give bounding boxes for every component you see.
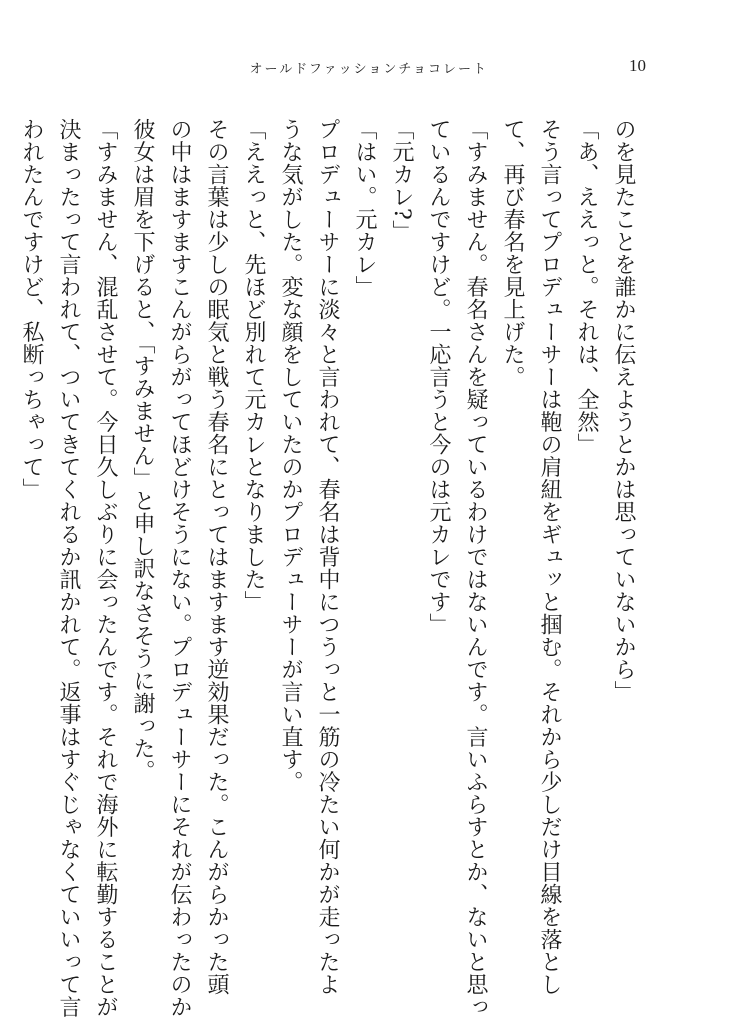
text-line: うな気がした。変な顔をしていたのかプロデューサーが言い直す。 (278, 118, 303, 793)
text-line: 「元カレ?」 (389, 118, 414, 243)
text-line: その言葉は少しの眠気と戦う春名にとってはますます逆効果だった。こんがらかった頭 (204, 118, 229, 996)
text-line: 「あ、ええっと。それは、全然」 (574, 118, 599, 456)
text-line: 決まったって言われて、ついてきてくれるか訊かれて。返事はすぐじゃなくていいって言 (56, 118, 81, 1018)
text-line: て、再び春名を見上げた。 (500, 118, 525, 388)
text-line: の中はますますこんがらがってほどけそうにない。プロデューサーにそれが伝わったのか (167, 118, 192, 1018)
text-line: ているんですけど。一応言うと今のは元カレです」 (426, 118, 451, 636)
text-line: のを見たことを誰かに伝えようとかは思っていないから」 (611, 118, 636, 703)
text-line: 「はい。元カレ」 (352, 118, 377, 298)
text-line: プロデューサーに淡々と言われて、春名は背中につうっと一筋の冷たい何かが走ったよ (315, 118, 340, 996)
text-line: 彼女は眉を下げると、「すみません」と申し訳なさそうに謝った。 (130, 118, 155, 782)
text-line: そう言ってプロデューサーは鞄の肩紐をギュッと掴む。それから少しだけ目線を落とし (537, 118, 562, 996)
running-header-title: オールドファッションチョコレート (249, 62, 488, 77)
text-line: 「すみません、混乱させて。今日久しぶりに会ったんです。それで海外に転勤することが (93, 118, 118, 1018)
text-line: われたんですけど、私断っちゃって」 (19, 118, 44, 501)
text-line: 「すみません。春名さんを疑っているわけではないんです。言いふらすとか、ないと思っ (463, 118, 488, 1018)
page-number: 10 (629, 56, 646, 75)
text-line: 「ええっと、先ほど別れて元カレとなりました」 (241, 118, 266, 613)
vertical-text-block (19, 118, 642, 1018)
